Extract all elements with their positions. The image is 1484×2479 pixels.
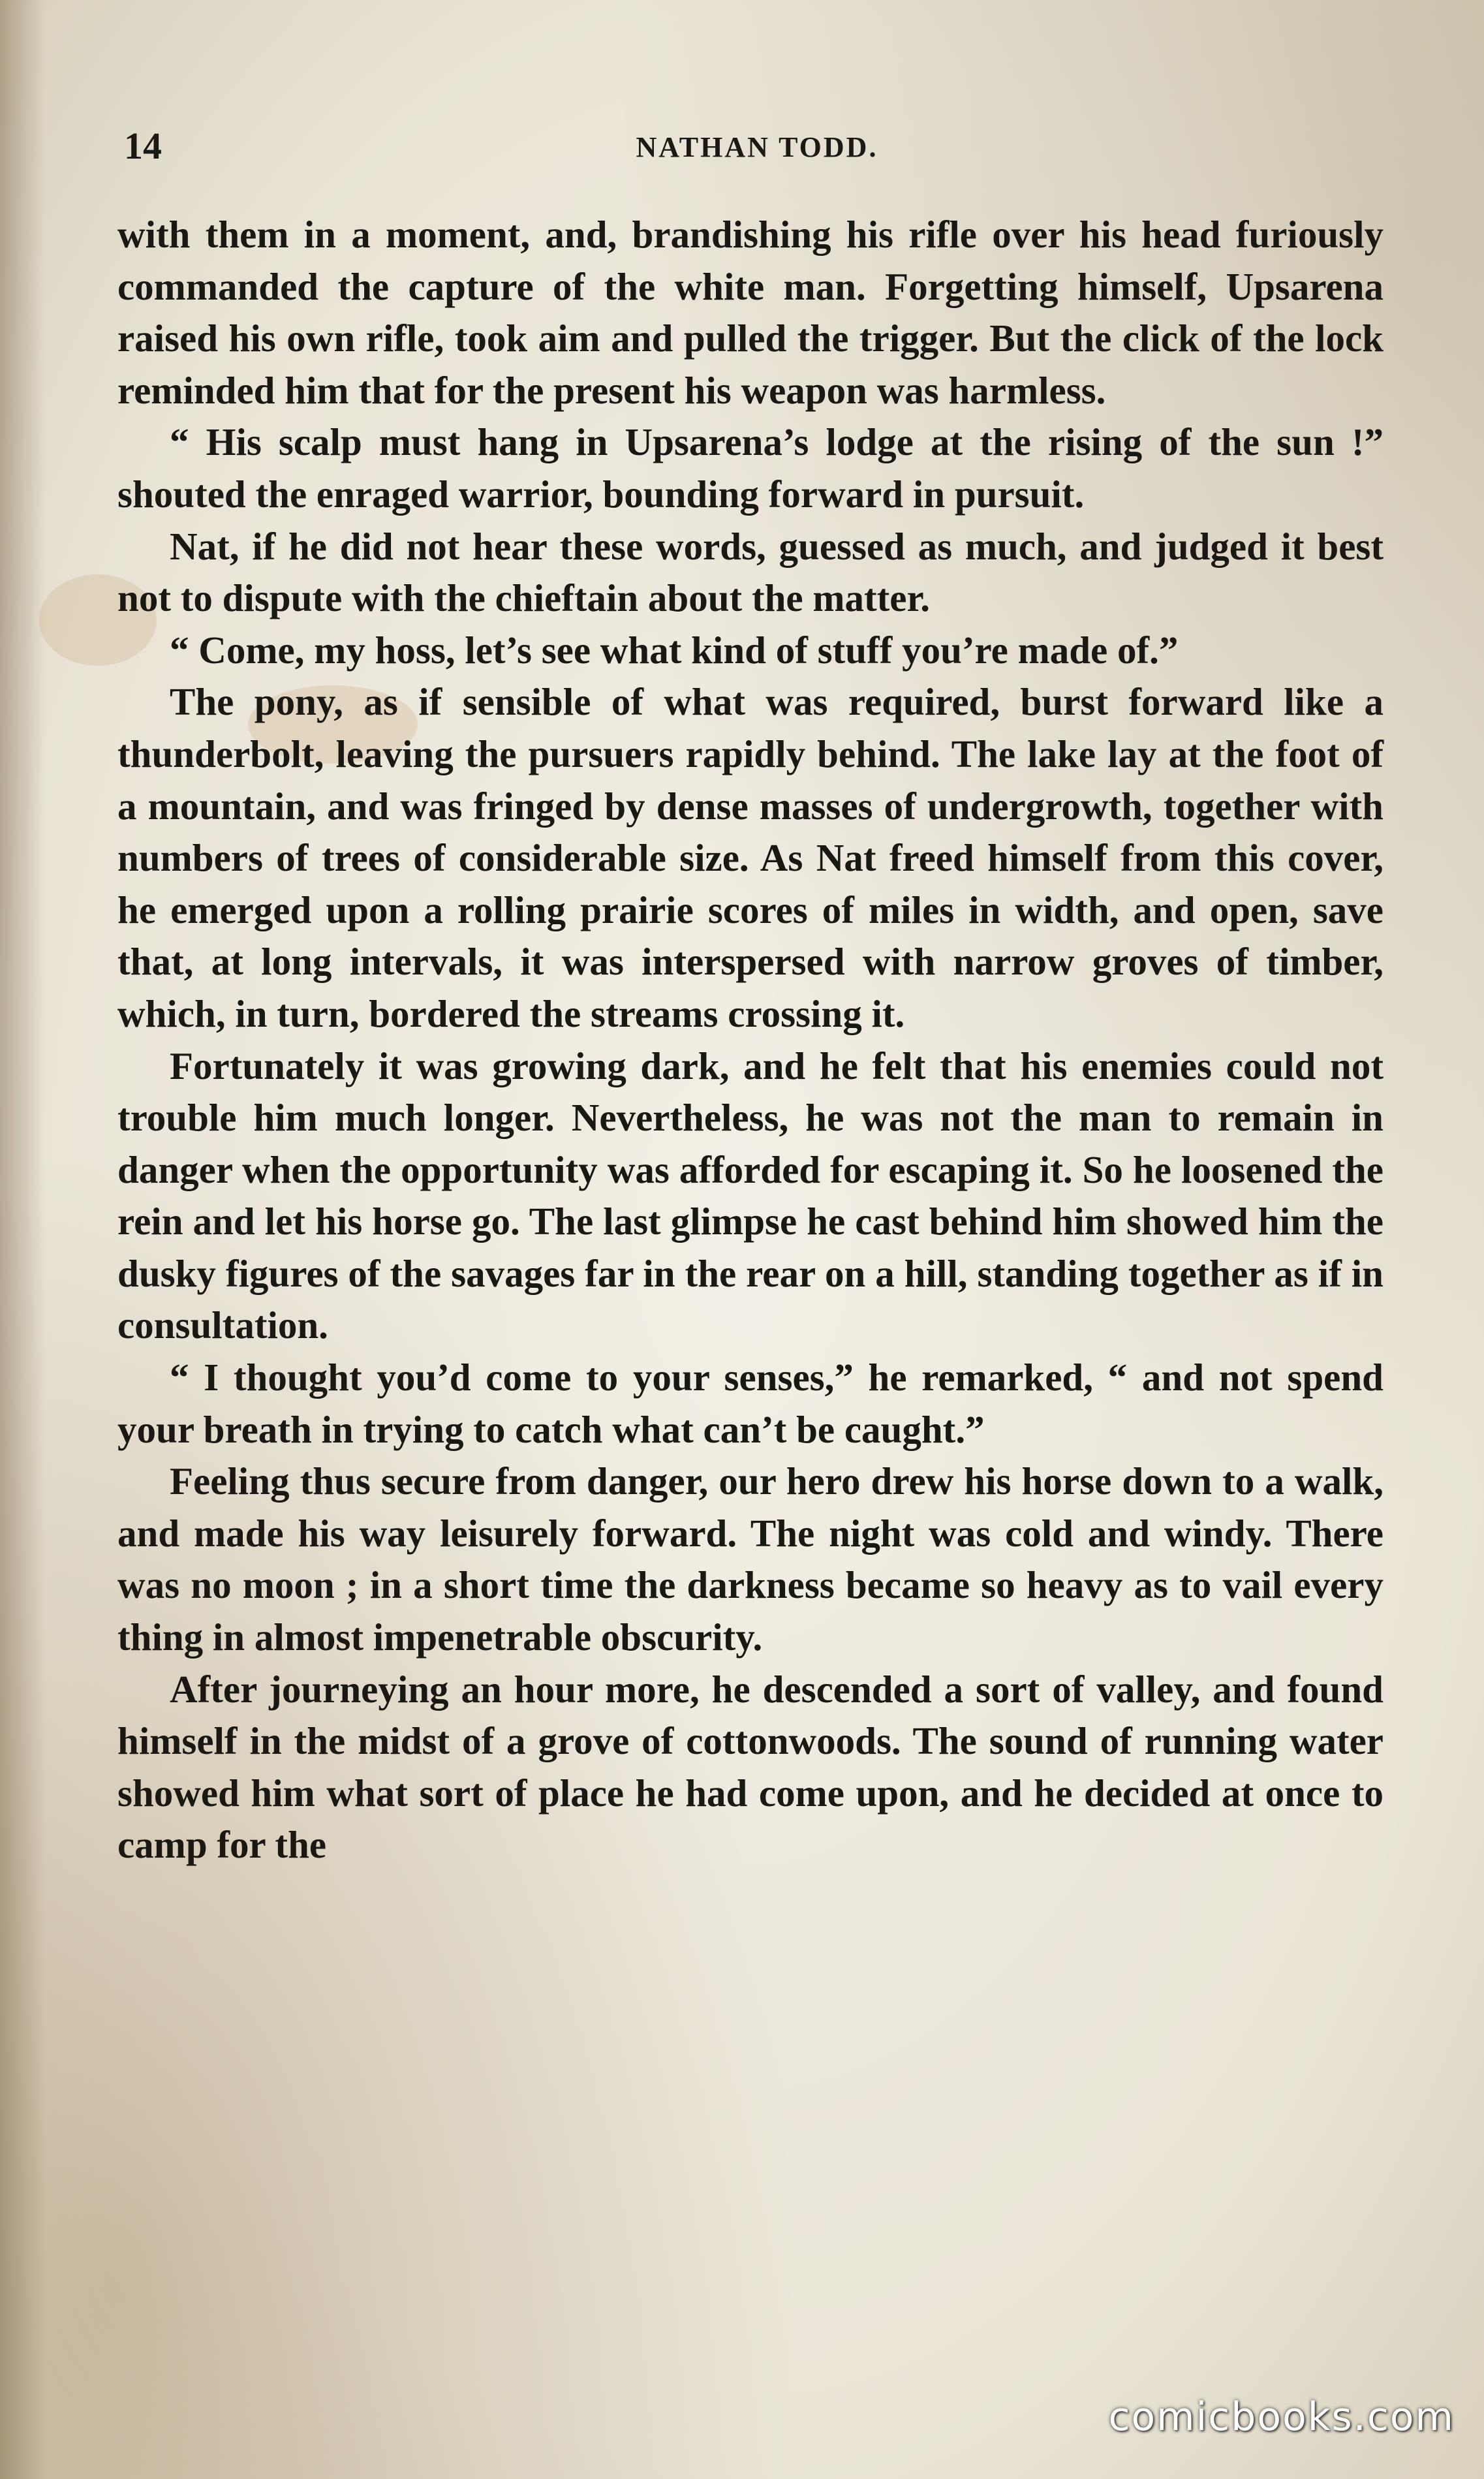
watermark: comicbooks.com: [1108, 2394, 1455, 2440]
body-text: [117, 209, 1384, 1871]
paragraph: “ His scalp must hang in Upsarena’s lodge at the rising of the sun !” shouted the enraged warrior, bounding forward in pursuit.: [117, 420, 1384, 516]
running-title: NATHAN TODD.: [636, 131, 878, 163]
paragraph: Nat, if he did not hear these words, guessed as much, and judged it best not to dispute with the chieftain about the matter.: [117, 524, 1384, 620]
running-head: [124, 124, 1390, 183]
paragraph: “ I thought you’d come to your senses,” he remarked, “ and not spend your breath in trying to catch what can’t be caught.”: [117, 1356, 1384, 1451]
paragraph: “ Come, my hoss, let’s see what kind of stuff you’re made of.”: [170, 628, 1179, 672]
page-edge-shadow: [0, 0, 46, 2479]
paragraph: The pony, as if sensible of what was required, burst forward like a thunderbolt, leaving the pursuers rapidly behind. The lake lay at the foot of a mountain, and was fringed by dense masses of undergrowth, together with numbers of trees of considerable size. As Nat freed himself from this cover, he emerged upon a rolling prairie scores of miles in width, and open, save that, at long intervals, it was interspersed with narrow groves of timber, which, in turn, bordered the streams crossing it.: [117, 680, 1384, 1035]
paragraph: Feeling thus secure from danger, our hero drew his horse down to a walk, and made his way leisurely forward. The night was cold and windy. There was no moon ; in a short time the darkness became so heavy as to vail every thing in almost impenetrable obscurity.: [117, 1459, 1384, 1659]
paragraph: After journeying an hour more, he descended a sort of valley, and found himself in the midst of a grove of cottonwoods. The sound of running water showed him what sort of place he had come upon, and he decided at once to camp for the: [117, 1667, 1384, 1867]
paragraph: Fortunately it was growing dark, and he felt that his enemies could not trouble him much longer. Nevertheless, he was not the man to remain in danger when the opportunity was afforded for escaping it. So he loosened the rein and let his horse go. The last glimpse he cast behind him showed him the dusky figures of the savages far in the rear on a hill, standing together as if in consultation.: [117, 1044, 1384, 1347]
page-number: 14: [124, 125, 162, 167]
paragraph: with them in a moment, and, brandishing his rifle over his head furiously commanded the capture of the white man. Forgetting himself, Upsarena raised his own rifle, took aim and pulled the trigger. But the click of the lock reminded him that for the present his weapon was harmless.: [117, 213, 1384, 412]
